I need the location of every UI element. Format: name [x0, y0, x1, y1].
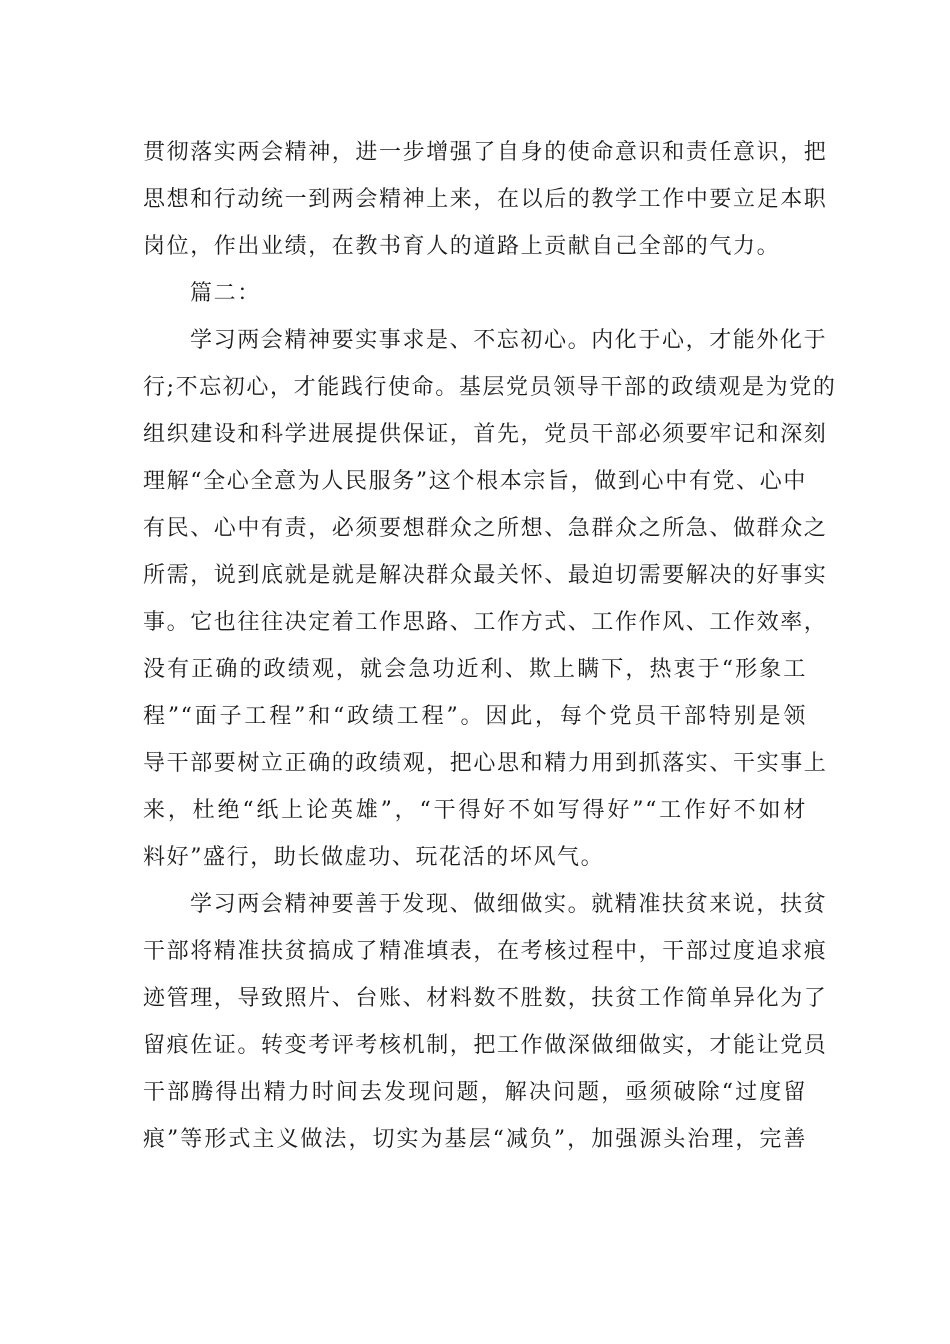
text-line: 思想和行动统一到两会精神上来，在以后的教学工作中要立足本职	[143, 187, 828, 212]
text-line: 学习两会精神要善于发现、做细做实。就精准扶贫来说，扶贫	[190, 892, 828, 917]
text-line: 行;不忘初心，才能践行使命。基层党员领导干部的政绩观是为党的	[143, 375, 837, 400]
text-line: 痕”等形式主义做法，切实为基层“减负”，加强源头治理，完善	[143, 1127, 807, 1152]
text-line: 没有正确的政绩观，就会急功近利、欺上瞒下，热衷于“形象工	[143, 657, 807, 682]
text-line: 篇二：	[190, 281, 261, 306]
paragraph-4	[143, 881, 828, 1163]
text-line: 干部腾得出精力时间去发现问题，解决问题，亟须破除“过度留	[143, 1080, 807, 1105]
text-line: 学习两会精神要实事求是、不忘初心。内化于心，才能外化于	[190, 328, 828, 353]
document-page	[143, 129, 837, 1163]
text-line: 岗位，作出业绩，在教书育人的道路上贡献自己全部的气力。	[143, 234, 781, 259]
text-line: 贯彻落实两会精神，进一步增强了自身的使命意识和责任意识，把	[143, 140, 828, 165]
text-line: 所需，说到底就是就是解决群众最关怀、最迫切需要解决的好事实	[143, 563, 828, 588]
text-line: 事。它也往往决定着工作思路、工作方式、工作作风、工作效率，	[143, 610, 828, 635]
text-line: 来，杜绝“纸上论英雄”，“干得好不如写得好”“工作好不如材	[143, 798, 807, 823]
text-line: 程”“面子工程”和“政绩工程”。因此，每个党员干部特别是领	[143, 704, 807, 729]
text-line: 迹管理，导致照片、台账、材料数不胜数，扶贫工作简单异化为了	[143, 986, 828, 1011]
text-line: 干部将精准扶贫搞成了精准填表，在考核过程中，干部过度追求痕	[143, 939, 828, 964]
text-line: 组织建设和科学进展提供保证，首先，党员干部必须要牢记和深刻	[143, 422, 828, 447]
text-line: 有民、心中有责，必须要想群众之所想、急群众之所急、做群众之	[143, 516, 828, 541]
paragraph-3	[143, 317, 837, 881]
text-line: 导干部要树立正确的政绩观，把心思和精力用到抓落实、干实事上	[143, 751, 828, 776]
section-heading	[143, 270, 807, 317]
text-line: 理解“全心全意为人民服务”这个根本宗旨，做到心中有党、心中	[143, 469, 807, 494]
paragraph-1	[143, 129, 828, 270]
text-line: 料好”盛行，助长做虚功、玩花活的坏风气。	[143, 845, 605, 870]
text-line: 留痕佐证。转变考评考核机制，把工作做深做细做实，才能让党员	[143, 1033, 828, 1058]
